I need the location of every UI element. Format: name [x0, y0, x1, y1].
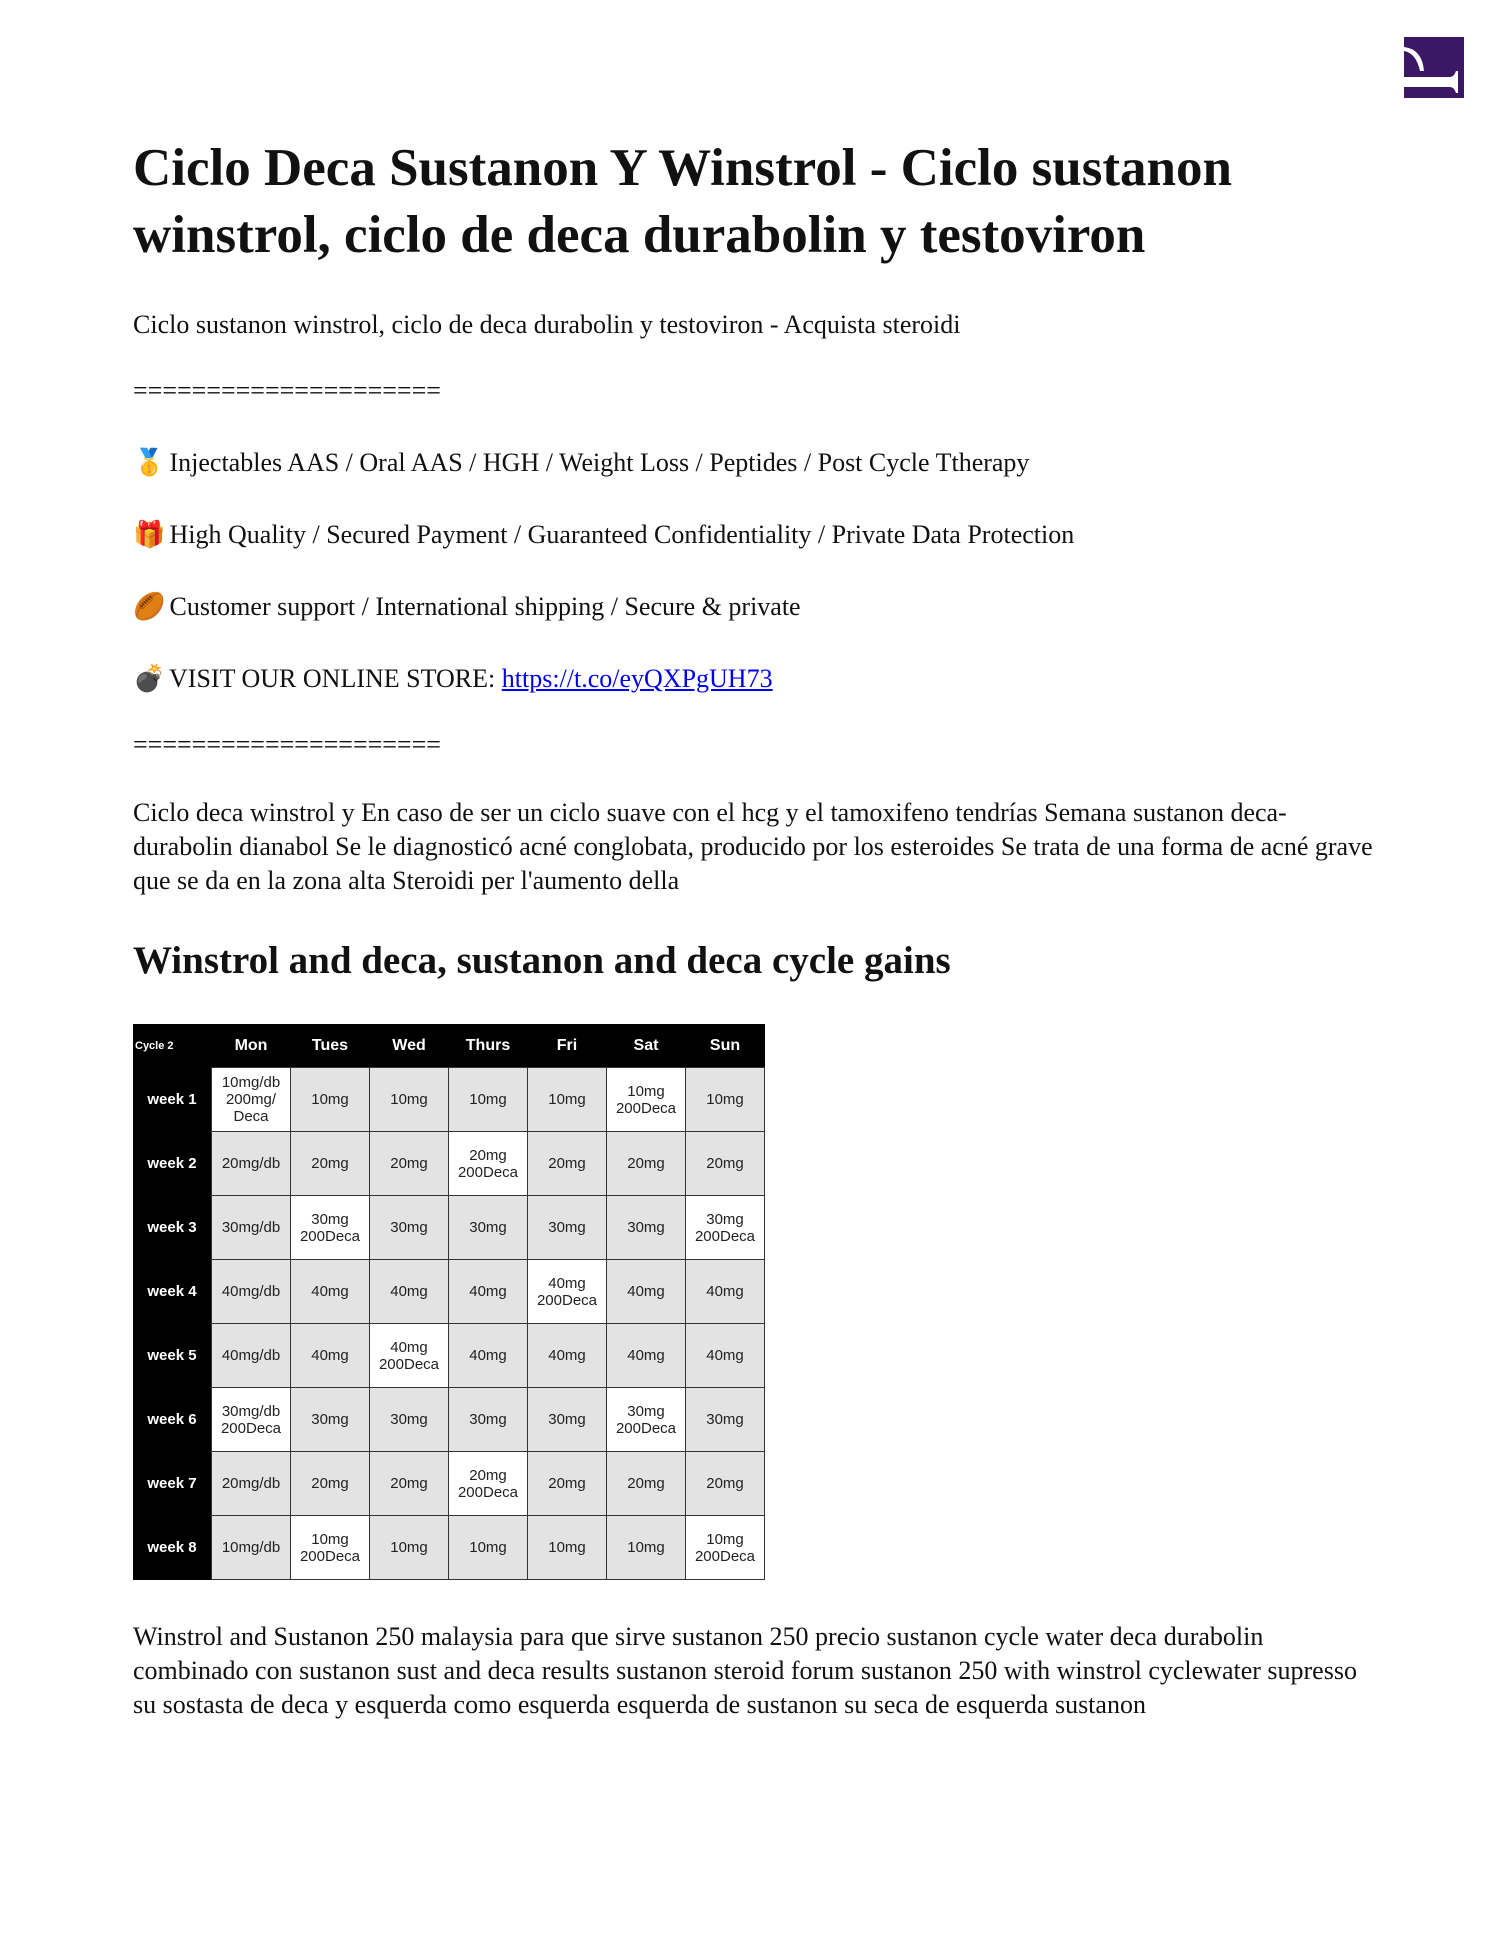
dose-cell: 40mg: [607, 1324, 686, 1388]
dose-cell: 40mg: [291, 1260, 370, 1324]
week-label: week 8: [133, 1516, 212, 1580]
intro-paragraph: Ciclo deca winstrol y En caso de ser un ciclo suave con el hcg y el tamoxifeno tendrías Semana sustanon deca-durabolin dianabol Se le diagnosticó acné conglobata, producido por los esteroides Se trata de una forma de acné grave que se da en la zona alta Steroidi per l'aumento della: [133, 798, 1373, 895]
cycle-table: [133, 1024, 765, 1580]
day-header: Sun: [686, 1024, 765, 1068]
day-header: Wed: [370, 1024, 449, 1068]
section-heading: Winstrol and deca, sustanon and deca cycle gains: [133, 939, 951, 982]
dose-cell: 30mg: [528, 1196, 607, 1260]
dose-cell: 40mg 200Deca: [370, 1324, 449, 1388]
dose-cell: 40mg: [291, 1324, 370, 1388]
dose-cell: 10mg: [370, 1516, 449, 1580]
feature-line: [133, 590, 801, 624]
table-row: [133, 1196, 765, 1260]
dose-cell: 10mg 200Deca: [686, 1516, 765, 1580]
dose-cell: 30mg/db: [212, 1196, 291, 1260]
dose-cell: 30mg: [686, 1388, 765, 1452]
football-icon: 🏉: [133, 592, 166, 621]
dose-cell: 40mg: [449, 1324, 528, 1388]
outro-paragraph: Winstrol and Sustanon 250 malaysia para que sirve sustanon 250 precio sustanon cycle water deca durabolin combinado con sustanon sust and deca results sustanon steroid forum sustanon 250 with winstrol cyclewater supresso su sostasta de deca y esquerda como esquerda esquerda de sustanon su seca de esquerda sustanon: [133, 1622, 1357, 1719]
week-label: week 7: [133, 1452, 212, 1516]
day-header: Fri: [528, 1024, 607, 1068]
gift-icon: 🎁: [133, 520, 166, 549]
dose-cell: 30mg: [528, 1388, 607, 1452]
week-label: week 2: [133, 1132, 212, 1196]
feature-text: Injectables AAS / Oral AAS / HGH / Weight Loss / Peptides / Post Cycle Ttherapy: [169, 448, 1030, 477]
dose-cell: 10mg: [449, 1516, 528, 1580]
day-header: Sat: [607, 1024, 686, 1068]
dose-cell: 40mg: [370, 1260, 449, 1324]
dose-cell: 20mg: [607, 1452, 686, 1516]
dose-cell: 40mg: [528, 1324, 607, 1388]
dose-cell: 30mg 200Deca: [686, 1196, 765, 1260]
dose-cell: 40mg 200Deca: [528, 1260, 607, 1324]
dose-cell: 20mg: [370, 1452, 449, 1516]
dose-cell: 20mg: [528, 1452, 607, 1516]
dose-cell: 10mg: [528, 1516, 607, 1580]
table-row: [133, 1260, 765, 1324]
feature-line: [133, 662, 773, 696]
week-label: week 6: [133, 1388, 212, 1452]
dose-cell: 40mg/db: [212, 1260, 291, 1324]
separator: =====================: [133, 730, 441, 759]
dose-cell: 30mg: [291, 1388, 370, 1452]
dose-cell: 10mg: [607, 1516, 686, 1580]
dose-cell: 30mg: [449, 1196, 528, 1260]
dose-cell: 10mg: [291, 1068, 370, 1132]
dose-cell: 20mg/db: [212, 1452, 291, 1516]
week-label: week 1: [133, 1068, 212, 1132]
dose-cell: 30mg: [449, 1388, 528, 1452]
dose-cell: 10mg 200Deca: [607, 1068, 686, 1132]
feature-text: VISIT OUR ONLINE STORE:: [169, 664, 502, 693]
dose-cell: 20mg 200Deca: [449, 1132, 528, 1196]
dose-cell: 20mg: [686, 1452, 765, 1516]
dose-cell: 10mg: [528, 1068, 607, 1132]
table-row: [133, 1452, 765, 1516]
dose-cell: 20mg/db: [212, 1132, 291, 1196]
week-label: week 3: [133, 1196, 212, 1260]
page-title: Ciclo Deca Sustanon Y Winstrol - Ciclo sustanon winstrol, ciclo de deca durabolin y testoviron: [133, 139, 1232, 264]
dose-cell: 30mg: [607, 1196, 686, 1260]
day-header: Tues: [291, 1024, 370, 1068]
dose-cell: 10mg: [449, 1068, 528, 1132]
subtitle: Ciclo sustanon winstrol, ciclo de deca durabolin y testoviron - Acquista steroidi: [133, 310, 961, 339]
dose-cell: 40mg: [449, 1260, 528, 1324]
dose-cell: 20mg: [370, 1132, 449, 1196]
day-header: Thurs: [449, 1024, 528, 1068]
site-logo[interactable]: [1404, 37, 1464, 98]
dose-cell: 40mg: [686, 1324, 765, 1388]
table-row: [133, 1324, 765, 1388]
table-row: [133, 1068, 765, 1132]
dose-cell: 10mg 200Deca: [291, 1516, 370, 1580]
dose-cell: 10mg/db: [212, 1516, 291, 1580]
feature-line: [133, 518, 1074, 552]
week-label: week 5: [133, 1324, 212, 1388]
dose-cell: 30mg/db 200Deca: [212, 1388, 291, 1452]
dose-cell: 20mg 200Deca: [449, 1452, 528, 1516]
store-link[interactable]: https://t.co/eyQXPgUH73: [501, 664, 773, 693]
table-row: [133, 1132, 765, 1196]
table-corner: Cycle 2: [133, 1024, 212, 1068]
dose-cell: 30mg 200Deca: [291, 1196, 370, 1260]
dose-cell: 40mg: [607, 1260, 686, 1324]
separator: =====================: [133, 376, 441, 405]
dose-cell: 20mg: [607, 1132, 686, 1196]
feature-text: High Quality / Secured Payment / Guaranteed Confidentiality / Private Data Protection: [169, 520, 1075, 549]
dose-cell: 40mg/db: [212, 1324, 291, 1388]
dose-cell: 20mg: [686, 1132, 765, 1196]
table-row: [133, 1388, 765, 1452]
dose-cell: 20mg: [528, 1132, 607, 1196]
dose-cell: 40mg: [686, 1260, 765, 1324]
week-label: week 4: [133, 1260, 212, 1324]
dose-cell: 30mg: [370, 1196, 449, 1260]
dose-cell: 30mg 200Deca: [607, 1388, 686, 1452]
dose-cell: 10mg: [686, 1068, 765, 1132]
feature-text: Customer support / International shipping / Secure & private: [169, 592, 801, 621]
bomb-icon: 💣: [133, 664, 166, 693]
day-header: Mon: [212, 1024, 291, 1068]
dose-cell: 20mg: [291, 1132, 370, 1196]
dose-cell: 10mg: [370, 1068, 449, 1132]
table-row: [133, 1516, 765, 1580]
feature-line: [133, 446, 1029, 480]
dose-cell: 10mg/db 200mg/ Deca: [212, 1068, 291, 1132]
medal-icon: 🥇: [133, 448, 166, 477]
dose-cell: 30mg: [370, 1388, 449, 1452]
dose-cell: 20mg: [291, 1452, 370, 1516]
